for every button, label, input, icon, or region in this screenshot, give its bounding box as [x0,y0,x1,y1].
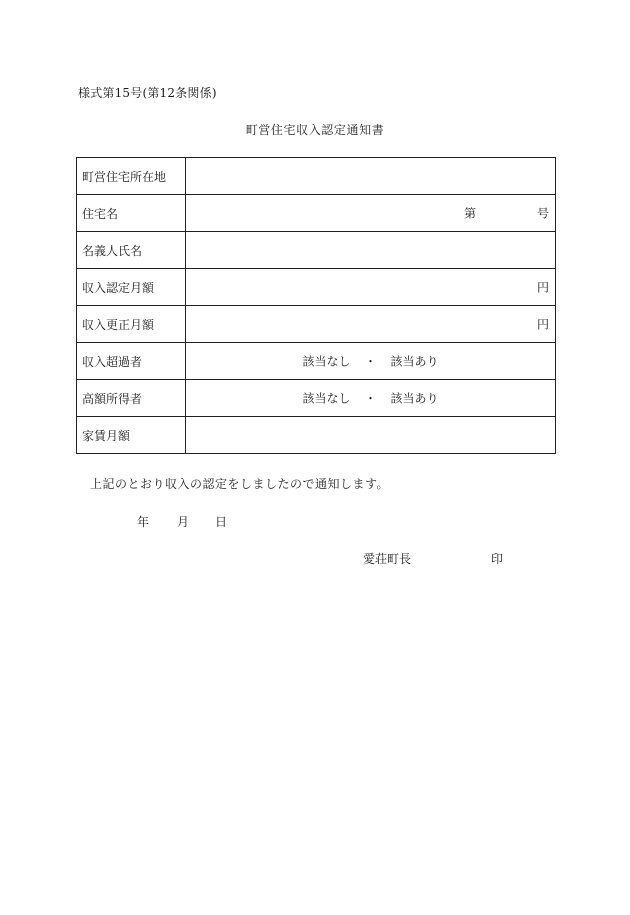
notice-form-table [76,157,556,454]
holder-name-field[interactable] [186,232,556,269]
table-row [77,417,556,454]
option-not-applicable[interactable]: 該当なし [302,391,351,406]
row-label-certified-income: 収入認定月額 [77,269,186,306]
high-income-choice [186,390,555,407]
option-applicable[interactable]: 該当あり [390,354,439,369]
table-row [77,232,556,269]
number-suffix-label: 号 [536,206,549,221]
day-label: 日 [215,515,228,529]
number-prefix-label: 第 [464,206,477,221]
yen-unit-label: 円 [536,280,549,295]
table-row [77,269,556,306]
option-applicable[interactable]: 該当あり [390,391,439,406]
form-number: 様式第15号(第12条関係) [78,86,217,100]
option-separator: ・ [364,391,377,406]
table-row [77,343,556,380]
row-label-location: 町営住宅所在地 [77,158,186,195]
option-not-applicable[interactable]: 該当なし [302,354,351,369]
table-row [77,380,556,417]
high-income-field [186,380,556,417]
certified-income-field[interactable] [186,269,556,306]
location-field[interactable] [186,158,556,195]
income-excess-choice [186,353,555,370]
year-label: 年 [137,515,150,529]
housing-name-field[interactable] [186,195,556,232]
table-row [77,195,556,232]
notice-text: 上記のとおり収入の認定をしましたので通知します。 [90,477,390,491]
row-label-income-excess: 収入超過者 [77,343,186,380]
option-separator: ・ [364,354,377,369]
income-excess-field [186,343,556,380]
yen-unit-label: 円 [536,317,549,332]
issuer-name: 愛荘町長 [363,552,412,566]
row-label-high-income: 高額所得者 [77,380,186,417]
table-row [77,158,556,195]
revised-income-field[interactable] [186,306,556,343]
date-line [137,513,227,530]
seal-mark: 印 [491,552,504,566]
month-label: 月 [177,515,190,529]
table-row [77,306,556,343]
document-title: 町営住宅収入認定通知書 [245,123,385,137]
row-label-revised-income: 収入更正月額 [77,306,186,343]
row-label-monthly-rent: 家賃月額 [77,417,186,454]
monthly-rent-field[interactable] [186,417,556,454]
row-label-holder-name: 名義人氏名 [77,232,186,269]
row-label-housing-name: 住宅名 [77,195,186,232]
